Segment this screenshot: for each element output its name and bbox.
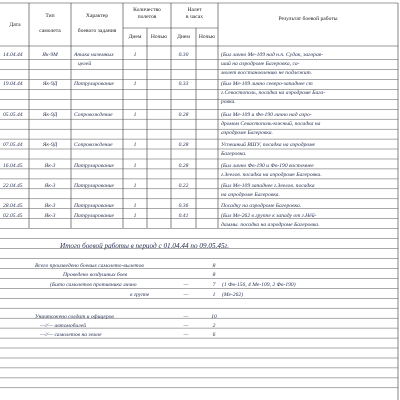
row-result: (Бил Ме-109 лично северо-западнее ст bbox=[221, 81, 313, 87]
row-aircraft-type: Як-9Д bbox=[42, 142, 58, 148]
row-result: ровка. bbox=[221, 99, 236, 105]
summary-value: 10 bbox=[211, 314, 217, 320]
summary-value: 8 bbox=[212, 263, 216, 269]
row-day-count: 1 bbox=[133, 112, 137, 118]
header-count-line1: Количество bbox=[133, 7, 161, 13]
summary-label: Уничтожено солдат и офицеров bbox=[35, 314, 114, 320]
row-result: (Бил лично Фв-190 и Фв-190 восточнее bbox=[221, 163, 314, 169]
row-day-count: 1 bbox=[133, 203, 137, 209]
header-result: Результат боевой работы bbox=[278, 16, 338, 22]
row-day-hours: 0.33 bbox=[178, 81, 189, 87]
row-result: молет восстановлению не подлежит. bbox=[221, 70, 313, 76]
summary-value: 7 bbox=[212, 282, 216, 288]
summary-label: в группе bbox=[130, 292, 150, 298]
summary-dash: — bbox=[183, 314, 189, 320]
header-character-line2: боевого задания bbox=[77, 28, 117, 34]
row-result: г.Зеелов. посадка на аэродроме Багеровка. bbox=[221, 172, 322, 178]
row-result: аэродроме Багеровка. bbox=[221, 130, 273, 136]
header-date: Дата bbox=[9, 22, 21, 28]
summary-label: Проведено воздушных боев bbox=[63, 272, 128, 278]
row-date: 14.04.44 bbox=[3, 52, 23, 58]
row-day-hours: 0.22 bbox=[178, 183, 189, 189]
period-title: Итого боевой работы в период с 01.04.44 по 09.05.45г. bbox=[60, 242, 230, 250]
row-day-count: 1 bbox=[133, 163, 137, 169]
summary-value: 1 bbox=[212, 292, 216, 298]
row-task: Патрулирование bbox=[74, 213, 115, 219]
summary-dash: — bbox=[183, 292, 189, 298]
row-aircraft-type: Як-9Д bbox=[42, 112, 58, 118]
summary-label: (Бито самолетов противника лично bbox=[50, 282, 137, 288]
header-character-line1: Характер bbox=[85, 13, 109, 19]
row-day-count: 1 bbox=[133, 81, 137, 87]
row-day-hours: 0.36 bbox=[178, 203, 189, 209]
row-task: Сопровождение bbox=[74, 142, 113, 148]
row-date: 22.04.45 bbox=[3, 183, 23, 189]
summary-value: 2 bbox=[212, 323, 216, 329]
row-result: (Бил Ме-109 западнее г.Зеелов. посадка bbox=[221, 183, 315, 189]
row-day-hours: 0.28 bbox=[178, 163, 189, 169]
summary-label: —//— самолетов на земле bbox=[40, 332, 102, 338]
row-result: на аэродроме Багеровка. bbox=[221, 192, 280, 198]
summary-label: Всего произведено боевых самолето-вылетов bbox=[35, 263, 144, 269]
header-night-hours: Ночью bbox=[198, 34, 216, 40]
row-task: целей bbox=[78, 61, 92, 67]
row-task: Атака наземных bbox=[74, 52, 114, 58]
row-date: 02.05.45 bbox=[3, 213, 23, 219]
row-day-hours: 0.30 bbox=[178, 52, 189, 58]
row-result: г.Севастополь, посадка на аэродроме Бага- bbox=[221, 90, 326, 96]
header-day-count: Днем bbox=[128, 34, 142, 40]
row-day-hours: 0.28 bbox=[178, 142, 189, 148]
header-type-line1: Тип bbox=[45, 13, 55, 19]
row-result: дромом Севастополь-южный, посадка на bbox=[221, 121, 321, 127]
row-result: (Бил лично Ме-109 над н.п. Судак, загорав- bbox=[221, 52, 324, 58]
row-result: Багеровка. bbox=[221, 151, 247, 157]
row-result: (Бил Ме-109 и Фв-190 лично над аэро- bbox=[221, 112, 312, 118]
header-type-line2: самолета bbox=[39, 28, 61, 34]
row-result: Посадку на аэродроме Багеровка. bbox=[221, 203, 302, 209]
summary-note: (1 Фв-156, 4 Ме-109, 2 Фв-190) bbox=[222, 282, 296, 288]
row-aircraft-type: Як-9М bbox=[42, 52, 58, 58]
row-result: ший на аэродроме Багеровка, са- bbox=[221, 61, 300, 67]
row-task: Патрулирование bbox=[74, 163, 115, 169]
header-hours-line1: Налет bbox=[187, 7, 202, 13]
summary-dash: — bbox=[183, 332, 189, 338]
row-date: 28.04.45 bbox=[3, 203, 23, 209]
row-date: 05.05.44 bbox=[3, 112, 23, 118]
row-aircraft-type: Як-3 bbox=[44, 213, 56, 219]
row-date: 19.04.44 bbox=[3, 81, 23, 87]
row-task: Патрулирование bbox=[74, 203, 115, 209]
summary-label: —//— автомобилей bbox=[40, 323, 87, 329]
row-day-hours: 0.41 bbox=[178, 213, 189, 219]
row-task: Патрулирование bbox=[74, 81, 115, 87]
row-result: даммы. посадка на аэродроме Багеровка. bbox=[221, 222, 320, 228]
header-night-count: Ночью bbox=[150, 34, 168, 40]
row-day-hours: 0.28 bbox=[178, 112, 189, 118]
row-date: 16.04.45 bbox=[3, 163, 23, 169]
row-day-count: 1 bbox=[133, 213, 137, 219]
row-aircraft-type: Як-3 bbox=[44, 203, 56, 209]
row-aircraft-type: Як-9Д bbox=[42, 81, 58, 87]
row-result: (Бил Ме-262 в группе к западу от г.Нёй- bbox=[221, 213, 317, 219]
row-task: Патрулирование bbox=[74, 183, 115, 189]
row-task: Сопровождение bbox=[74, 112, 113, 118]
row-result: Успешный ВШУ, посадка на аэродроме bbox=[221, 142, 316, 148]
header-hours-line2: в часах bbox=[185, 14, 204, 20]
row-date: 07.05.44 bbox=[3, 142, 23, 148]
summary-dash: — bbox=[183, 323, 189, 329]
summary-value: 8 bbox=[212, 272, 216, 278]
row-aircraft-type: Як-3 bbox=[44, 163, 56, 169]
summary-dash: — bbox=[183, 282, 189, 288]
summary-value: 6 bbox=[212, 332, 216, 338]
row-day-count: 1 bbox=[133, 142, 137, 148]
summary-note: (Ме-262) bbox=[222, 292, 244, 298]
header-day-hours: Днем bbox=[177, 34, 190, 40]
row-day-count: 1 bbox=[133, 183, 137, 189]
row-aircraft-type: Як-3 bbox=[44, 183, 56, 189]
header-count-line2: полетов bbox=[137, 14, 157, 20]
row-day-count: 1 bbox=[133, 52, 137, 58]
